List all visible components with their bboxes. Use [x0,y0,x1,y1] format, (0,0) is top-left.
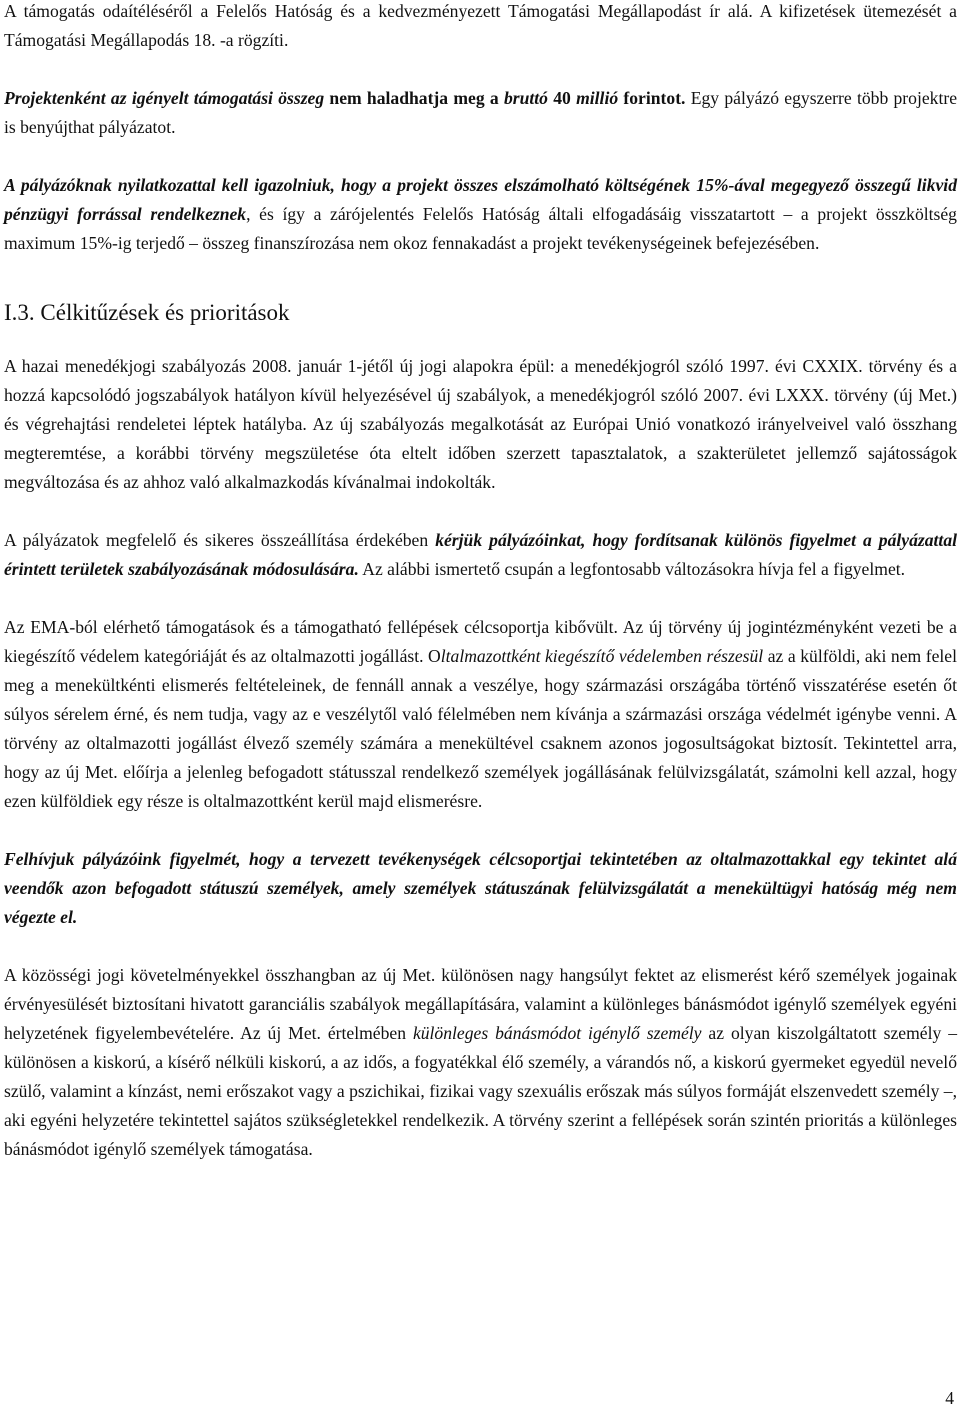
paragraph-grant-amount: Projektenként az igényelt támogatási összeg nem haladhatja meg a bruttó 40 millió forintot. Egy pályázó egyszerre több projektre is benyújthat pályázatot. [4,88,958,137]
paragraph-attention-request: A pályázatok megfelelő és sikeres összeállítása érdekében kérjük pályázóinkat, hogy fordítsanak különös figyelmet a pályázattal érintett területek szabályozásának módosulására. Az alábbi ismertető csupán a legfontosabb változásokra hívja fel a figyelmet. [4,530,957,579]
paragraph-asylum-regulation: A hazai menedékjogi szabályozás 2008. január 1-jétől új jogi alapokra épül: a menedékjogról szóló 1997. évi CXXIX. törvény és a hozzá kapcsolódó jogszabályok hatályon kívül helyezésével új szabályok, a menedékjogról szóló 2007. évi LXXX. törvény (új Met.) és végrehajtási rendeletei léptek hatályba. Az új szabályozás megalkotását az Európai Unió vonatkozó irányelveivel való összhang megteremtése, a korábbi törvény megszületése óta eltelt időben szerzett tapasztalatok, a szakterületet jellemző sajátosságok megváltozása és az ahhoz való alkalmazkodás kívánalmai indokolták. [4,356,957,492]
page-number: 4 [945,1388,954,1408]
document-body [4,0,957,1164]
paragraph-special-treatment: A közösségi jogi követelményekkel összhangban az új Met. különösen nagy hangsúlyt fektet az elismerést kérő személyek jogainak érvényesülését biztosítani hivatott garanciális szabályok megállapítására, valamint a különleges bánásmódot igénylő személyek egyéni helyzetének figyelembevételére. Az új Met. értelmében különleges bánásmódot igénylő személy az olyan kiszolgáltatott személy – különösen a kiskorú, a kísérő nélküli kiskorú, a az idős, a fogyatékkal élő személy, a várandós nő, a kiskorú gyermeket egyedül nevelő szülő, valamint a kínzást, nemi erőszakot vagy a pszichikai, fizikai vagy szexuális erőszak más súlyos formáját elszenvedett személy –, aki egyéni helyzetére tekintettel sajátos szükségletekkel rendelkezik. A törvény szerint a fellépések során szintén prioritás a különleges bánásmódot igénylő személyek támogatása. [4,965,957,1159]
paragraph-liquidity-statement: A pályázóknak nyilatkozattal kell igazolniuk, hogy a projekt összes elszámolható költségének 15%-ával megegyező összegű likvid pénzügyi forrással rendelkeznek, és így a zárójelentés Felelős Hatóság általi elfogadásáig visszatartott – a projekt összköltség maximum 15%-ig terjedő – összeg finanszírozása nem okoz fennakadást a projekt tevékenységeinek befejezésében. [4,175,957,253]
paragraph-applicant-notice: Felhívjuk pályázóink figyelmét, hogy a tervezett tevékenységek célcsoportjai tekintetében az oltalmazottakkal egy tekintet alá veendők azon befogadott státuszú személyek, amely személyek státuszának felülvizsgálatát a menekültügyi hatóság még nem végezte el. [4,849,957,927]
section-heading: I.3. Célkitűzések és prioritások [4,300,290,325]
paragraph-grant-agreement: A támogatás odaítéléséről a Felelős Hatóság és a kedvezményezett Támogatási Megállapodást ír alá. A kifizetések ütemezését a Támogatási Megállapodás 18. -a rögzíti. [4,1,957,50]
paragraph-target-group: Az EMA-ból elérhető támogatások és a támogatható fellépések célcsoportja kibővült. Az új törvény új jogintézményként vezeti be a kiegészítő védelem kategóriáját és az oltalmazotti jogállást. Oltalmazottként kiegészítő védelemben részesül az a külföldi, aki nem felel meg a menekültkénti elismerés feltételeinek, de fennáll annak a veszélye, hogy származási országába történő visszatérése esetén őt súlyos sérelem érné, és nem tudja, vagy az e veszélytől való félelmében nem kívánja a származási országa védelmét igénybe venni. A törvény az oltalmazotti jogállást élvező személy számára a menekültével csaknem azonos jogosultságokat biztosít. Tekintettel arra, hogy az új Met. előírja a jelenleg befogadott státusszal rendelkező személyek jogállásának felülvizsgálatát, számolni kell azzal, hogy ezen külföldiek egy része is oltalmazottként kerül majd elismerésre. [4,617,957,811]
